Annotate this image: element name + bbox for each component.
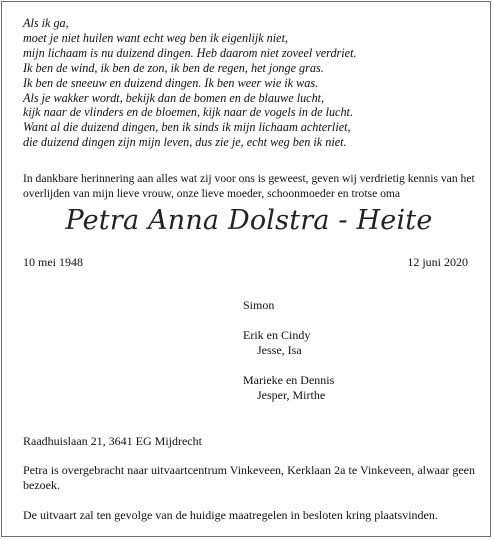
family-grandchildren: Jesper, Mirthe [257, 388, 326, 402]
poem-line: Als je wakker wordt, bekijk dan de bomen en de blauwe lucht, [23, 90, 325, 105]
family-child: Erik en Cindy [243, 328, 311, 342]
correspondence-address: Raadhuislaan 21, 3641 EG Mijdrecht [23, 434, 202, 448]
family-partner: Simon [243, 298, 275, 312]
family-group [243, 328, 334, 358]
obituary-frame [1, 1, 491, 537]
death-date: 12 juni 2020 [407, 255, 468, 269]
poem [23, 16, 357, 150]
announcement-intro: In dankbare herinnering aan alles wat zij voor ons is geweest, geven wij verdrietig kennis van het overlijden van mijn lieve vrouw, onze lieve moeder, schoonmoeder en trotse oma [23, 172, 475, 200]
deceased-name: Petra Anna Dolstra - Heite [65, 205, 433, 236]
poem-line: Ik ben de sneeuw en duizend dingen. Ik ben weer wie ik was. [23, 75, 319, 90]
transfer-notice: Petra is overgebracht naar uitvaartcentrum Vinkeveen, Kerklaan 2a te Vinkeveen, alwaar geen bezoek. [23, 463, 475, 492]
poem-line: moet je niet huilen want echt weg ben ik eigenlijk niet, [23, 30, 289, 45]
birth-date: 10 mei 1948 [23, 255, 83, 269]
poem-line: Want al die duizend dingen, ben ik sinds ik mijn lichaam achterliet, [23, 120, 351, 135]
funeral-notice: De uitvaart zal ten gevolge van de huidige maatregelen in besloten kring plaatsvinden. [23, 508, 438, 522]
family-grandchildren: Jesse, Isa [257, 343, 302, 357]
poem-line: kijk naar de vlinders en de bloemen, kijk naar de vogels in de lucht. [23, 105, 353, 120]
poem-line: Als ik ga, [23, 16, 69, 30]
poem-line: Ik ben de wind, ik ben de zon, ik ben de regen, het jonge gras. [23, 60, 324, 75]
poem-line: die duizend dingen zijn mijn leven, dus zie je, echt weg ben ik niet. [23, 135, 347, 150]
family-list [243, 298, 334, 418]
family-child: Marieke en Dennis [243, 373, 335, 387]
family-group [243, 373, 334, 403]
poem-line: mijn lichaam is nu duizend dingen. Heb daarom niet zoveel verdriet. [23, 45, 357, 60]
